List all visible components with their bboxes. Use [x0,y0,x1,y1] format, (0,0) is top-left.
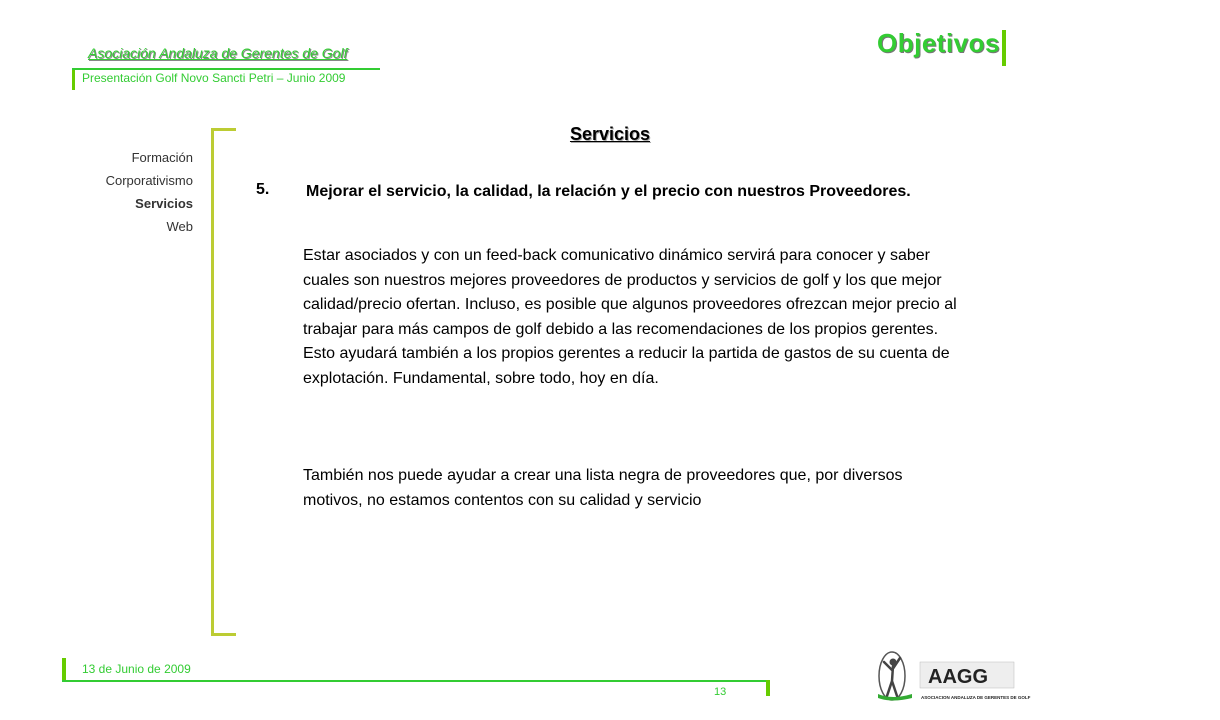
header-accent-bar [72,68,75,90]
title-accent-bar [1002,30,1006,66]
section-title: Servicios [569,124,651,144]
nav-item-servicios[interactable]: Servicios [135,196,193,211]
organization-name: Asociación Andaluza de Gerentes de Golf [88,45,348,61]
section-nav [106,146,193,238]
point-title: Mejorar el servicio, la calidad, la relación y el precio con nuestros Proveedores. [306,183,911,200]
nav-item-web[interactable]: Web [166,219,193,234]
aagg-logo [872,648,1031,703]
footer-date: 13 de Junio de 2009 [82,662,191,676]
presentation-subtitle: Presentación Golf Novo Sancti Petri – Junio 2009 [82,71,346,85]
body-paragraph: También nos puede ayudar a crear una lista negra de proveedores que, por diversos motivos, no estamos contentos con su calidad y servicio [303,467,903,509]
page-number: 13 [714,686,727,698]
nav-item-formacion[interactable]: Formación [131,150,193,165]
nav-item-corporativismo[interactable]: Corporativismo [105,173,193,188]
header-divider [72,68,380,70]
content-bracket [211,128,236,636]
logo-tagline: ASOCIACION ANDALUZA DE GERENTES DE GOLF [921,695,1031,700]
golfer-icon [878,652,912,701]
point-number: 5. [256,181,270,198]
page-title: Objetivos [877,28,1000,58]
body-paragraph: Estar asociados y con un feed-back comunicativo dinámico servirá para conocer y saber cuales son nuestros mejores proveedores de productos y servicios de golf y los que mejor calidad/precio ofertan. Incluso, es posible que algunos proveedores ofrezcan mejor precio al trabajar para más campos de golf debido a las recomendaciones de los propios gerentes. Esto ayudará también a los propios gerentes a reducir la partida de gastos de su cuenta de explotación. Fundamental, sobre todo, hoy en día. [303,247,957,387]
footer-divider [62,680,768,682]
footer-end-bar [766,680,770,696]
footer-accent-bar [62,658,66,682]
logo-text: AAGG [928,666,988,688]
